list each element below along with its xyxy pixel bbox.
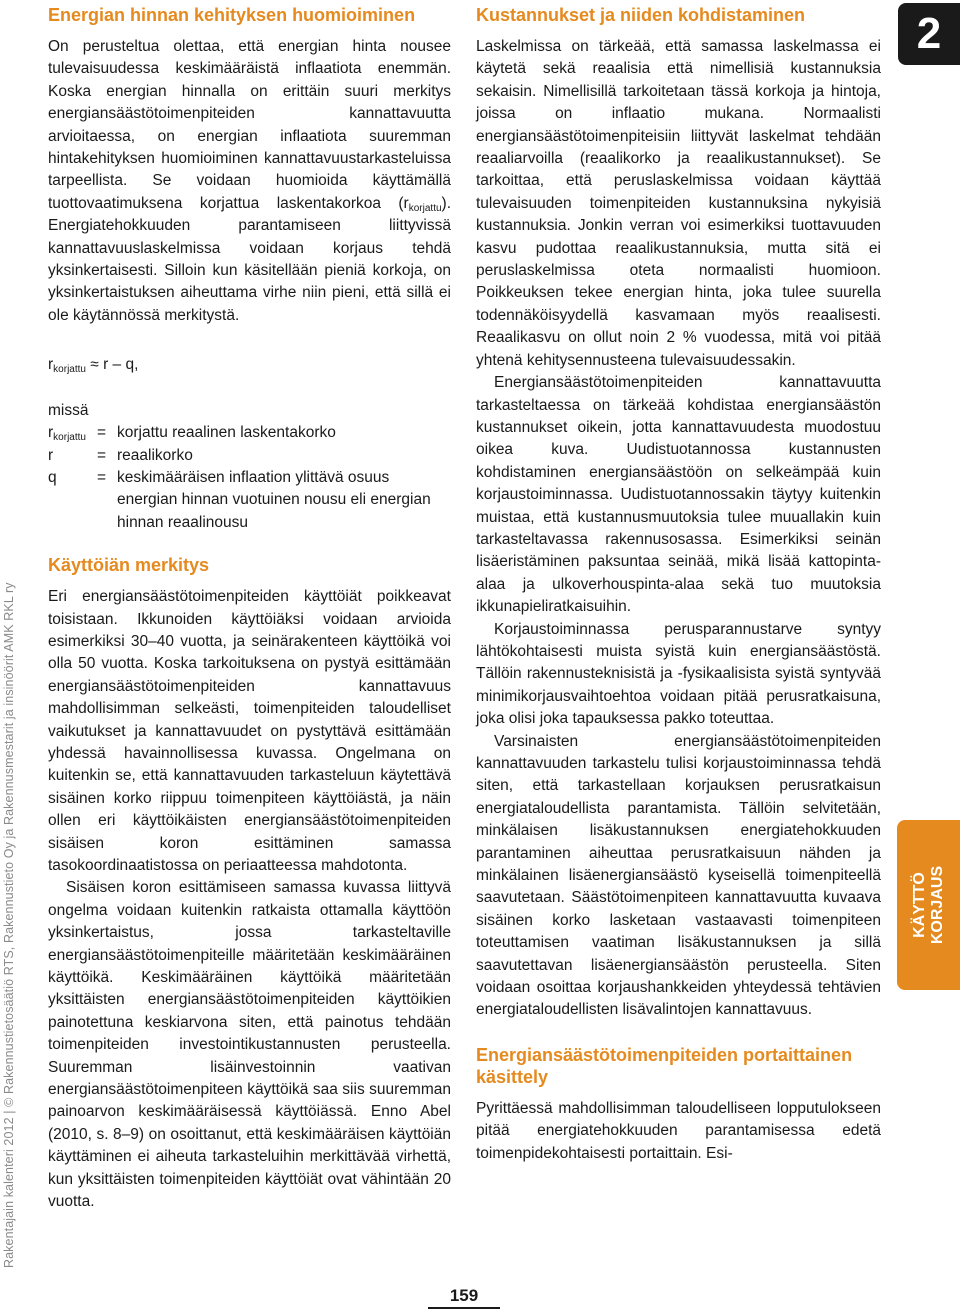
heading-energy-price: Energian hinnan kehityksen huomioiminen [48,5,416,25]
definition-description: reaalikorko [117,446,193,464]
section-tab [897,820,960,990]
paragraph-renovation-measures: Varsinaisten energiansäästötoimenpiteiden kannattavuuden tarkastelu tulisi korjaustoiminnassa tehdä siten, että tarkastellaan korjauksen perusratkaisun energiataloudellista parantamista. Tällöin selvitetään, minkälaisen lisäkustannuksen energiatehokkuuden parantaminen aiheuttaa perusratkaisuun nähden ja minkälainen lisäenergiansäästö kyseisellä toimenpiteellä saavutetaan. Säästötoimenpiteen kannattavuutta kuvaava sisäinen korko lasketaan vastaavasti toimenpiteen toteuttamisen vaatiman lisäkustannuksen ja sillä saavutettavan lisäenergiansäästön perusteella. Siten voidaan osoittaa korjaushankkeiden yhteydessä tehtävien energiataloudellisten lisävalintojen kannattavuus. [476,732,881,1019]
formula-lhs: r [48,356,54,374]
definition-symbol-sub: korjattu [53,432,86,444]
section-tab-line1: KÄYTTÖ [910,872,928,938]
right-column [476,0,881,1165]
paragraph-internal-rate: Sisäisen koron esittämiseen samassa kuvassa liittyvä ongelma voidaan kuitenkin ratkaista ottamalla käyttöön yksinkertaistus, jossa tarkasteltaville energiansäästötoimenpiteille määritetään keskimääräinen käyttöikä. Keskimääräinen käyttöikä määritetään yksittäisten energiansäästötoimenpiteiden käyttöikien painotettuna keskiarvona siten, että painotus tehdään toimenpiteiden investointikustannusten perusteella. Suuremman lisäinvestoinnin vaativan energiansäästötoimenpiteen käyttöikä saa siis suuremman painoarvon keskimääräisessä käyttöiässä. Enno Abel (2010, s. 8–9) on osoittanut, että keskimääräisen käyttöiän käyttäminen ei aiheuta tarkasteluihin merkittävää virhettä, kun yksittäisten toimenpiteiden käyttöiät ovat vähintään 20 vuotta. [48,879,451,1211]
definition-row [48,467,451,534]
formula-rhs: ≈ r – q, [85,356,139,374]
heading-stepwise: Energiansäästötoimenpiteiden portaittainen käsittely [476,1044,853,1087]
section-tab-label [911,866,947,944]
definition-symbol: r [48,446,54,464]
paragraph-costs: Laskelmissa on tärkeää, että samassa laskelmassa ei käytetä sekä reaalisia että nimellisiä kustannuksia sekaisin. Nimellisillä tarkoitetaan tässä korkoja ja hintoja, joissa on inflaatio mukana. Normaalisti energiansäästötoimenpiteisiin liittyvät laskelmat tehdään reaaliarvoilla (reaalikorko ja reaalikustannukset). Se tarkoittaa, että peruslaskelmissa voidaan käyttää tulevaisuuden toimenpiteiden kustannuksina nykyisiä kustannuksia. Jonkin verran voi esimerkiksi tuottavuuden kasvu pudottaa reaalikustannuksia, mutta sitä ei peruslaskelmissa oteta normaalisti huomioon. Poikkeuksen tekee energian hinta, joka tulee suurella todennäköisyydellä kasvamaan myös reaalisesti. Reaalikasvu on ollut noin 2 % vuodessa, mitä voi pitää yhtenä kehitysennusteena tulevaisuudessakin. [476,38,881,369]
sidebar-copyright: Rakentajain kalenteri 2012 | © Rakennustietosäätiö RTS, Rakennustieto Oy ja Rakennusmestarit ja insinöörit AMK RKL ry [2,582,16,1268]
paragraph-service-life: Eri energiansäästötoimenpiteiden käyttöiät poikkeavat toisistaan. Ikkunoiden käyttöiäksi voidaan arvioida esimerkiksi 30–40 vuotta, ja seinärakenteen käyttöikä voi olla 50 vuotta. Koska tarkoituksena on pystyä esittämään energiansäästötoimenpiteiden kannattavuus mahdollisimman selkeästi, toimenpiteiden taloudelliset vaikutukset ja kannattavuudet on pystyttävä esittämään yhdessä havainnollisessa kuvassa. Ongelmana on kuitenkin se, että kannattavuuden tarkasteluun käytettävä sisäinen korko riippuu toimenpiteen käyttöiästä, ja näin ollen eri käyttöikäisten energiansäästötoimenpiteiden sisäisen koron esittäminen samassa tasokoordinaatistossa on periaatteessa mahdotonta. [48,588,451,874]
paragraph-cost-allocation: Energiansäästötoimenpiteiden kannattavuutta tarkasteltaessa on tärkeää kohdistaa energiansäästön kustannukset oikein, jotta kannattavuudesta muodostuu oikea kuva. Uudistuotannossa kustannusten kohdistaminen energiansäästöön on selkeämpää kuin korjaustoiminnassa. Uudistuotannossakin täytyy kuitenkin muistaa, että kustannusmuutoksia tulee muuallakin kuin tarkasteltavassa rakennusosassa. Esimerkiksi seinän lisäeristäminen paksuntaa seinää, mikä lisää kattopinta-alaa ja ulkoverhouspinta-alaa sekä tuo muutoksia ikkunapieliratkaisuihin. [476,374,881,616]
formula [48,354,451,376]
missa-label: missä [48,401,89,419]
page-number-underline [428,1307,500,1309]
paragraph-stepwise: Pyrittäessä mahdollisimman taloudelliseen lopputulokseen pitää energiatehokkuuden parantamisessa edetä toimenpidekohtaisesti portaittain. Esi- [476,1099,881,1162]
paragraph-energy-price-part1: On perusteltua olettaa, että energian hinta nousee tulevaisuudessa keskimääräistä inflaatiota enemmän. Koska energian hinnalla on erittäin suuri merkitys energiansäästötoimenpiteiden kannattavuutta arvioitaessa, on energian inflaatiota suuremman hintakehityksen huomioiminen kannattavuustarkasteluissa tarpeellista. Se voidaan huomioida käyttämällä tuottovaatimuksena korjattua laskentakorkoa (r [48,38,451,212]
definition-description: keskimääräisen inflaation ylittävä osuus energian hinnan vuotuinen nousu eli energian hinnan reaalinousu [117,468,431,531]
chapter-number-badge: 2 [898,3,960,65]
paragraph-renovation: Korjaustoiminnassa perusparannustarve syntyy lähtökohtaisesti muista syistä kuin energiansäästöstä. Tällöin rakennusteknisistä ja -fysikaalisista syistä syntyvää minimikorjausvaihtoehtoa voidaan pitää perusratkaisuna, joka olisi joka tapauksessa pakko toteuttaa. [476,620,881,728]
definition-equals: = [97,424,107,442]
definition-row [48,445,451,467]
left-column [48,0,451,1214]
subscript-korjattu: korjattu [408,202,442,214]
definition-description: korjattu reaalinen laskentakorko [117,424,336,442]
definition-equals: = [97,468,107,486]
definition-list [48,422,451,534]
section-tab-line2: KORJAUS [928,865,946,945]
heading-costs: Kustannukset ja niiden kohdistaminen [476,5,806,25]
paragraph-energy-price-part2: ). Energiatehokkuuden parantamiseen liittyvissä kannattavuuslaskelmissa voidaan korjaus tehdä yksinkertaisesti. Silloin kun käsitellään pieniä korkoja, on yksinkertaistuksen aiheuttama virhe niin pieni, että sillä ei ole käytännössä merkitystä. [48,194,451,324]
definition-symbol: r [48,424,54,442]
heading-service-life: Käyttöiän merkitys [48,555,210,576]
paragraph-energy-price [48,36,451,327]
definition-row [48,422,451,444]
page-number: 159 [449,1286,479,1305]
formula-lhs-sub: korjattu [53,364,86,376]
definition-symbol: q [48,468,57,486]
definition-equals: = [97,446,107,464]
